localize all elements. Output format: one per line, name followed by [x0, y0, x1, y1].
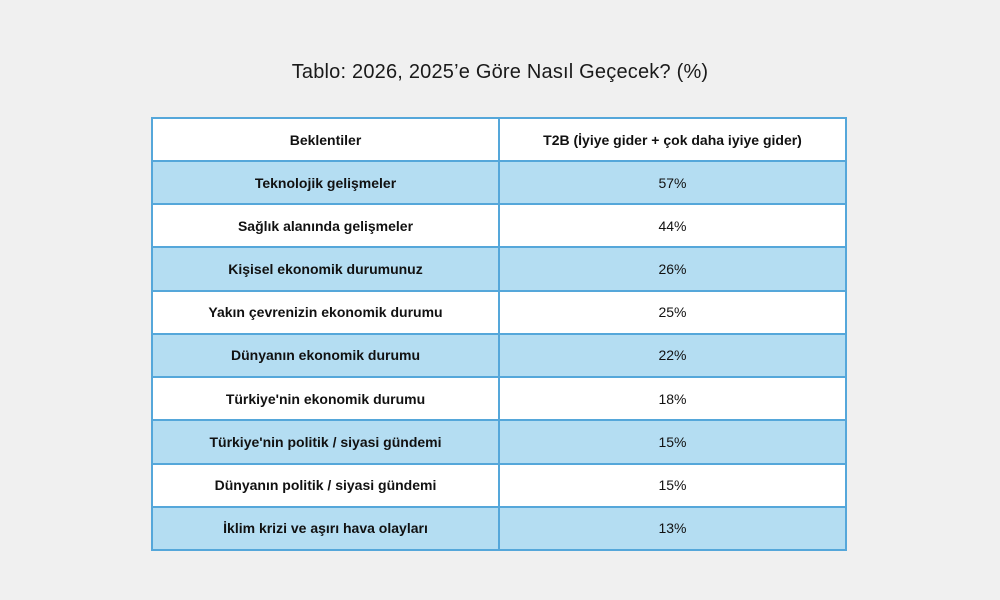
- expectation-value: 25%: [499, 291, 846, 334]
- table-row: [152, 247, 846, 290]
- expectation-value: 15%: [499, 464, 846, 507]
- expectation-value: 22%: [499, 334, 846, 377]
- expectation-label: Dünyanın ekonomik durumu: [152, 334, 499, 377]
- table-row: [152, 204, 846, 247]
- expectation-label: Kişisel ekonomik durumunuz: [152, 247, 499, 290]
- expectation-label: Dünyanın politik / siyasi gündemi: [152, 464, 499, 507]
- page-title: Tablo: 2026, 2025’e Göre Nasıl Geçecek? (%): [291, 61, 709, 83]
- table-row: [152, 334, 846, 377]
- table-row: [152, 420, 846, 463]
- table-row: [152, 161, 846, 204]
- expectation-value: 15%: [499, 420, 846, 463]
- expectation-label: Teknolojik gelişmeler: [152, 161, 499, 204]
- expectation-value: 13%: [499, 507, 846, 550]
- survey-table: [151, 117, 847, 551]
- table-row: [152, 377, 846, 420]
- expectation-label: İklim krizi ve aşırı hava olayları: [152, 507, 499, 550]
- expectation-value: 57%: [499, 161, 846, 204]
- expectation-label: Türkiye'nin ekonomik durumu: [152, 377, 499, 420]
- header-cell-t2b: T2B (İyiye gider + çok daha iyiye gider): [499, 118, 846, 161]
- table-row: [152, 507, 846, 550]
- expectation-label: Türkiye'nin politik / siyasi gündemi: [152, 420, 499, 463]
- expectation-label: Yakın çevrenizin ekonomik durumu: [152, 291, 499, 334]
- header-row: [152, 118, 846, 161]
- header-cell-expectations: Beklentiler: [152, 118, 499, 161]
- expectation-value: 44%: [499, 204, 846, 247]
- table-row: [152, 291, 846, 334]
- expectation-label: Sağlık alanında gelişmeler: [152, 204, 499, 247]
- expectation-value: 26%: [499, 247, 846, 290]
- expectation-value: 18%: [499, 377, 846, 420]
- table-row: [152, 464, 846, 507]
